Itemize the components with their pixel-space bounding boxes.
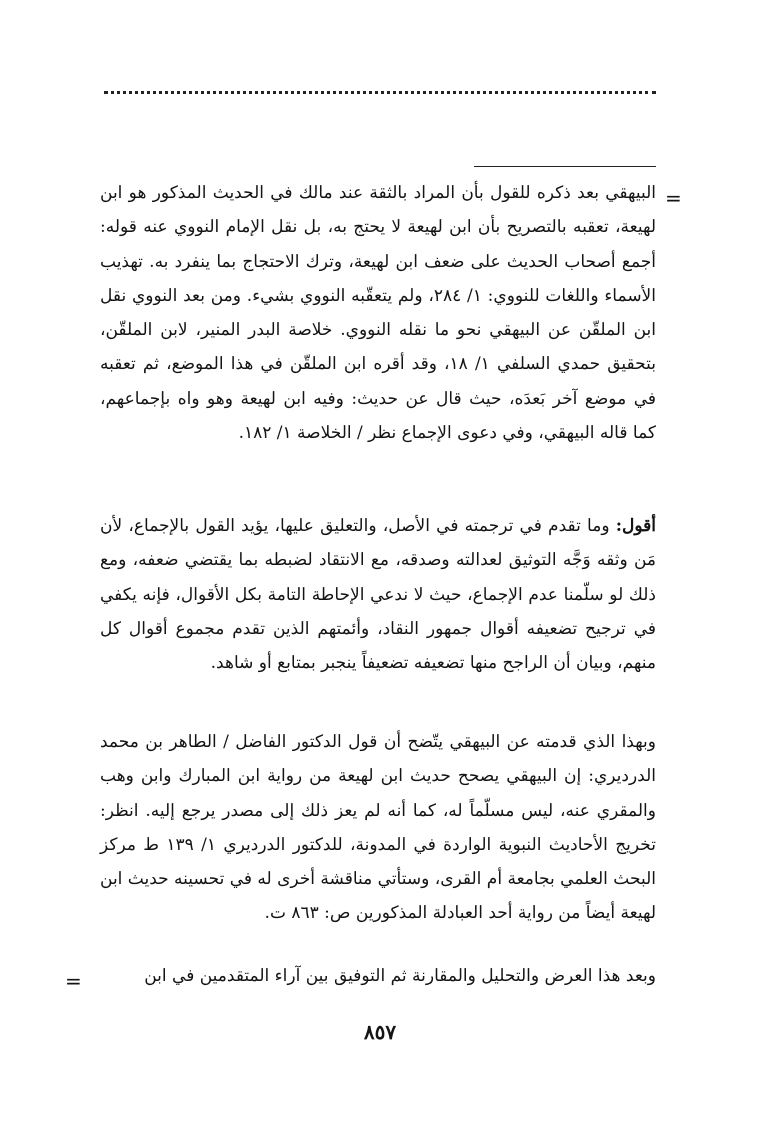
continuation-marker-start: = — [665, 186, 682, 210]
paragraph-body: وما تقدم في ترجمته في الأصل، والتعليق عليها، يؤيد القول بالإجماع، لأن مَن وثقه وَجَّه التوثيق لعدالته وصدقه، مع الانتقاد لضبطه بما يقتضي ضعفه، ومع ذلك لو سلّمنا عدم الإجماع، حيث لا ندعي الإحاطة التامة بكل الأقوال، فإنه يكفي في ترجيح تضعيفه أقوال جمهور النقاد، وأئمتهم الذين تقدم مجموع أقوال كل منهم، وبيان أن الراجح منها تضعيفه تضعيفاً ينجبر بمتابع أو شاهد. — [100, 516, 656, 674]
page-number: ٨٥٧ — [363, 1020, 397, 1044]
footnote-paragraph-1-text: البيهقي بعد ذكره للقول بأن المراد بالثقة عند مالك في الحديث المذكور هو ابن لهيعة، تعقبه بالتصريح بأن ابن لهيعة لا يحتج به، بل نقل الإمام النووي عنه قوله: أجمع أصحاب الحديث على ضعف ابن لهيعة، وترك الاحتجاج بما ينفرد به. تهذيب الأسماء واللغات للنووي: ١/ ٢٨٤، ولم يتعقّبه النووي بشيء. ومن بعد النووي نقل ابن الملقّن عن البيهقي نحو ما نقله النووي. خلاصة البدر المنير، لابن الملقّن، بتحقيق حمدي السلفي ١/ ١٨، وقد أقره ابن الملقّن في هذا الموضع، ثم تعقبه في موضع آخر بَعدَه، حيث قال عن حديث: وفيه ابن لهيعة وهو واه بإجماعهم، كما قاله البيهقي، وفي دعوى الإجماع نظر / الخلاصة ١/ ١٨٢. — [100, 183, 656, 444]
paragraph-lead-word: أقول: — [615, 516, 656, 536]
footnote-paragraph-3 — [100, 725, 656, 931]
footnote-paragraph-4-text: وبعد هذا العرض والتحليل والمقارنة ثم التوفيق بين آراء المتقدمين في ابن — [144, 966, 656, 986]
footnote-paragraph-2-text — [100, 509, 656, 680]
dotted-separator — [104, 91, 656, 94]
footnote-paragraph-4 — [100, 959, 656, 993]
footnote-paragraph-3-text: وبهذا الذي قدمته عن البيهقي يتّضح أن قول الدكتور الفاضل / الطاهر بن محمد الدرديري: إن البيهقي يصحح حديث ابن لهيعة من رواية ابن المبارك وابن وهب والمقري عنه، ليس مسلّماً له، كما أنه لم يعز ذلك إلى مصدر يرجع إليه. انظر: تخريج الأحاديث النبوية الواردة في المدونة، للدكتور الدرديري ١/ ١٣٩ ط مركز البحث العلمي بجامعة أم القرى، وستأتي مناقشة أخرى له في تحسينه حديث ابن لهيعة أيضاً من رواية أحد العبادلة المذكورين ص: ٨٦٣ ت. — [100, 732, 656, 924]
footnote-rule — [474, 166, 656, 167]
footnote-paragraph-2 — [100, 509, 656, 680]
continuation-marker-end: = — [65, 969, 82, 993]
footnote-paragraph-1 — [100, 176, 656, 450]
